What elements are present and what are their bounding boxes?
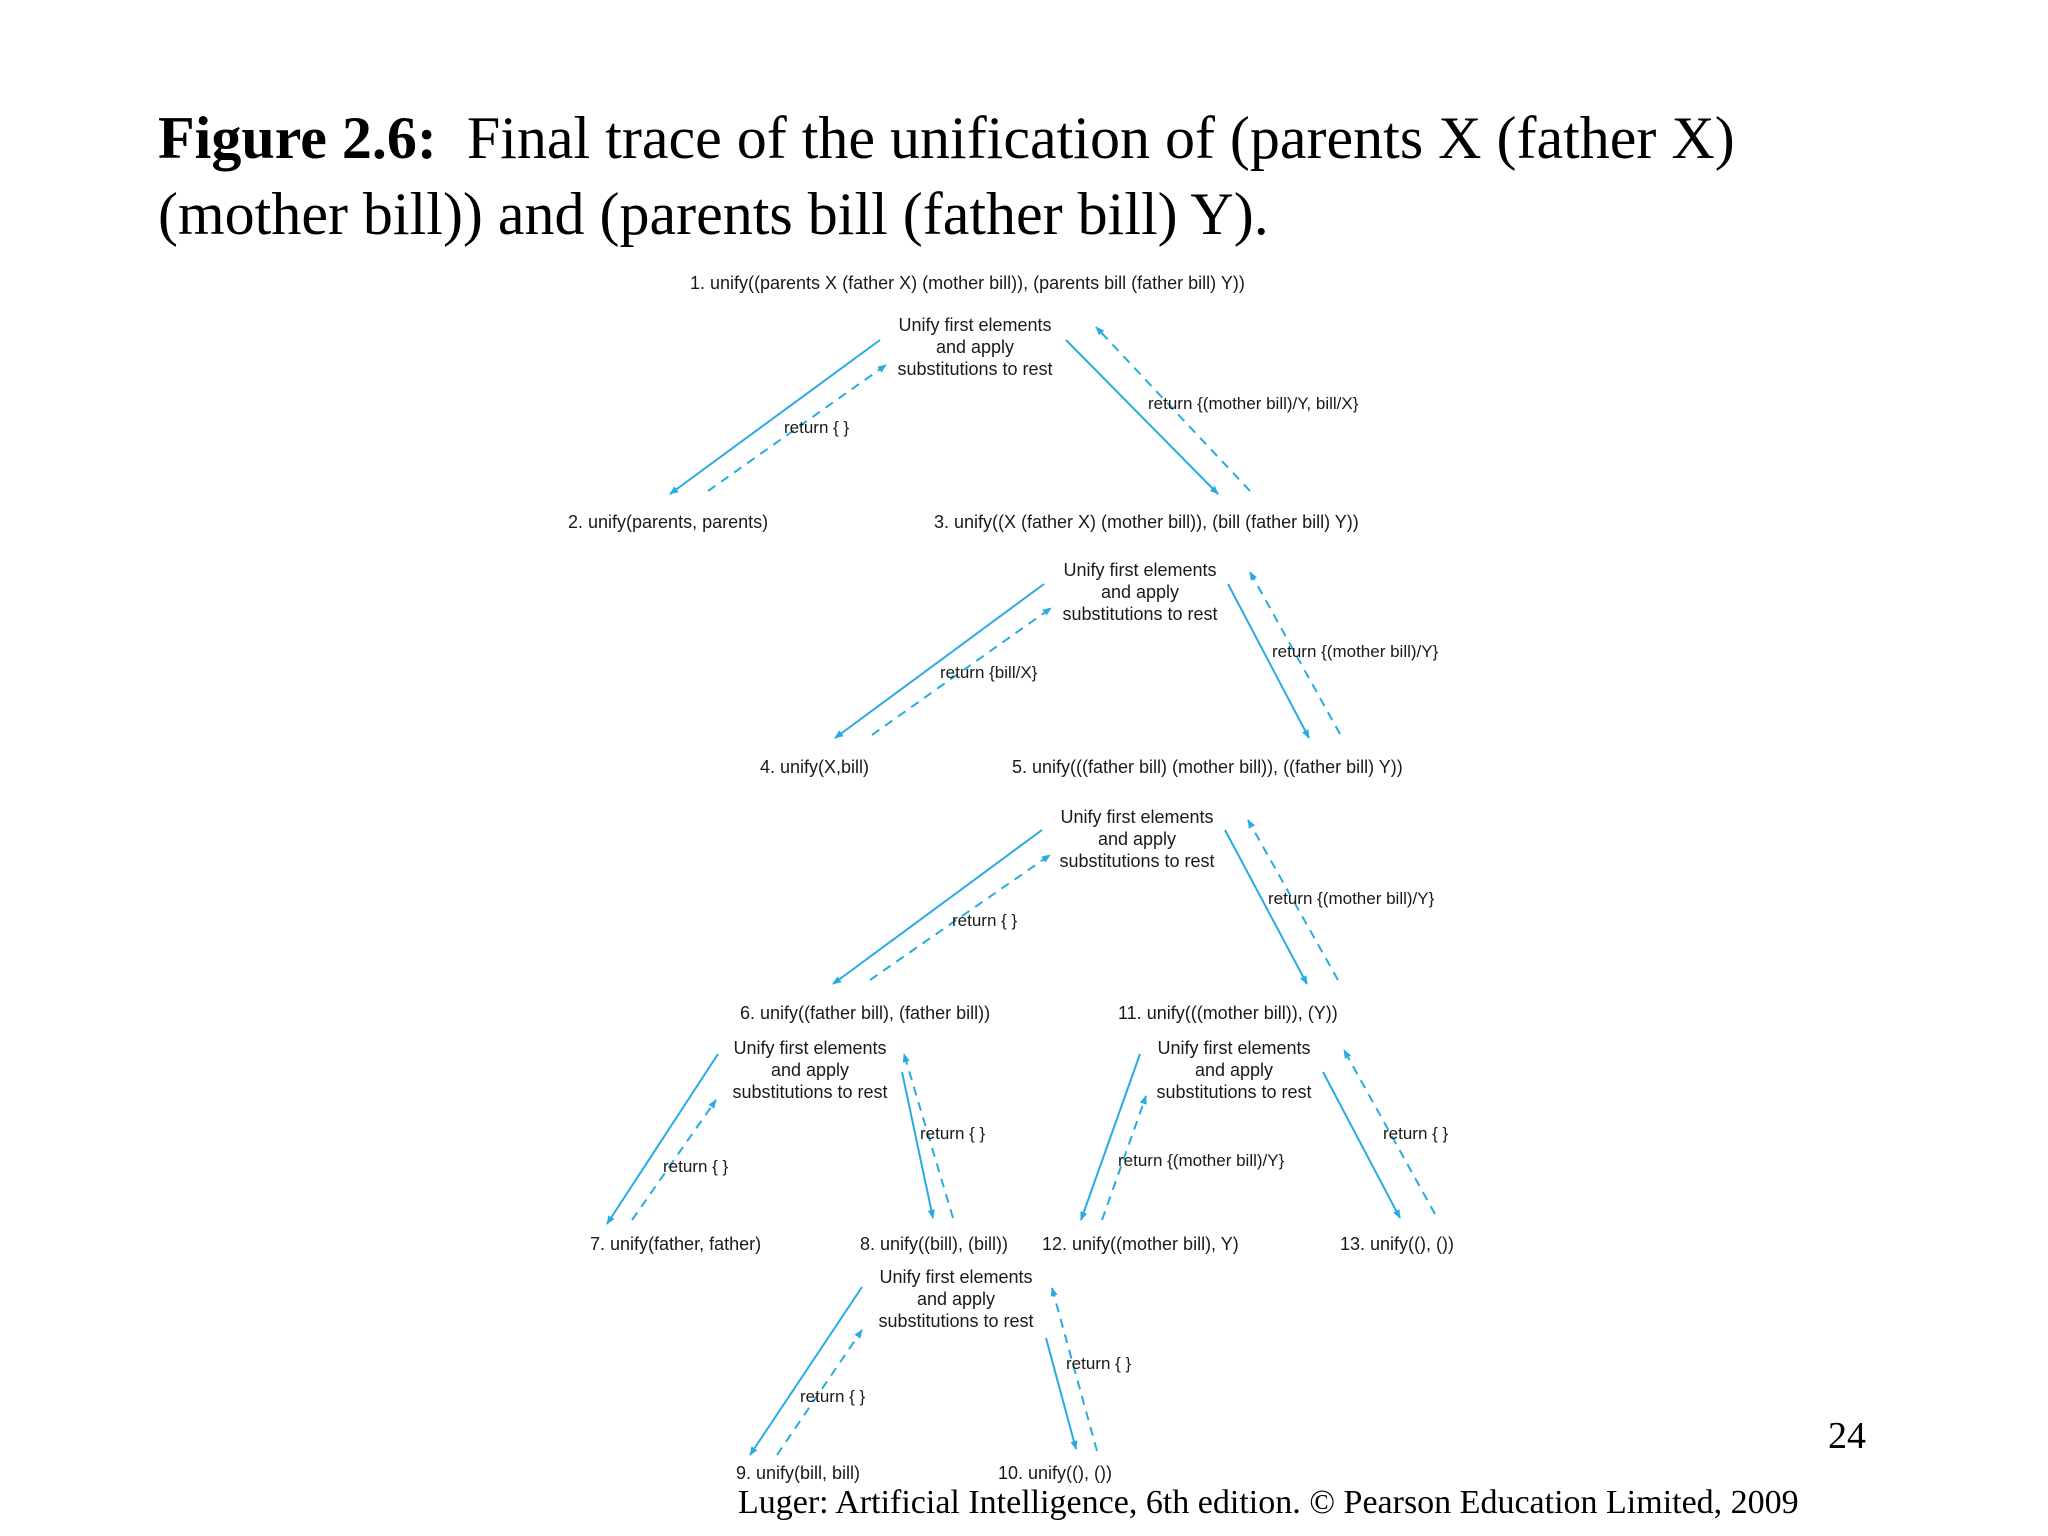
return-label-3: return {bill/X} — [940, 663, 1038, 682]
call-arrow-9 — [833, 830, 1042, 984]
node-n4: 4. unify(X,bill) — [760, 757, 870, 777]
call-arrow-3 — [1066, 340, 1218, 494]
credit-line: Luger: Artificial Intelligence, 6th edition. © Pearson Education Limited, 2009 — [738, 1484, 1799, 1521]
step-6-line-3: substitutions to rest — [878, 1311, 1034, 1331]
node-n2: 2. unify(parents, parents) — [568, 512, 769, 532]
node-n11: 11. unify(((mother bill)), (Y)) — [1118, 1003, 1338, 1023]
step-1-line-2: and apply — [935, 337, 1015, 357]
figure-caption: Final trace of the unification of (parents X (father X) (mother bill)) and (parents bill (father bill) Y). — [158, 105, 1735, 247]
step-2-line-2: and apply — [1100, 582, 1180, 602]
step-4-line-2: and apply — [770, 1060, 850, 1080]
step-5-line-3: substitutions to rest — [1156, 1082, 1312, 1102]
call-arrow-15 — [902, 1072, 933, 1218]
return-label-11: return { } — [1066, 1354, 1132, 1373]
node-n1: 1. unify((parents X (father X) (mother bill)), (parents bill (father bill) Y)) — [690, 273, 1245, 293]
return-label-6: return {(mother bill)/Y} — [1268, 889, 1435, 908]
step-5-line-2: and apply — [1194, 1060, 1274, 1080]
return-label-5: return { } — [952, 911, 1018, 930]
return-label-2: return {(mother bill)/Y, bill/X} — [1148, 394, 1359, 413]
step-6-line-1: Unify first elements — [879, 1267, 1033, 1287]
call-arrow-1 — [670, 340, 880, 494]
figure-label: Figure 2.6: — [158, 105, 437, 171]
call-arrow-21 — [750, 1287, 862, 1455]
node-n10: 10. unify((), ()) — [998, 1463, 1113, 1483]
return-label-4: return {(mother bill)/Y} — [1272, 642, 1439, 661]
step-5-line-1: Unify first elements — [1157, 1038, 1311, 1058]
step-1-line-1: Unify first elements — [898, 315, 1052, 335]
step-1-line-3: substitutions to rest — [897, 359, 1053, 379]
step-3-line-1: Unify first elements — [1060, 807, 1214, 827]
node-n8: 8. unify((bill), (bill)) — [860, 1234, 1009, 1254]
node-n6: 6. unify((father bill), (father bill)) — [740, 1003, 991, 1023]
return-label-7: return { } — [920, 1124, 986, 1143]
page-number: 24 — [1828, 1415, 1866, 1457]
call-arrow-5 — [835, 584, 1044, 738]
return-label-8: return { } — [663, 1157, 729, 1176]
node-n13: 13. unify((), ()) — [1340, 1234, 1455, 1254]
node-n7: 7. unify(father, father) — [590, 1234, 762, 1254]
call-arrow-13 — [607, 1054, 718, 1224]
return-label-12: return { } — [800, 1387, 866, 1406]
node-n12: 12. unify((mother bill), Y) — [1042, 1234, 1239, 1254]
return-label-1: return { } — [784, 418, 850, 437]
step-2-line-1: Unify first elements — [1063, 560, 1217, 580]
step-2-line-3: substitutions to rest — [1062, 604, 1218, 624]
step-4-line-3: substitutions to rest — [732, 1082, 888, 1102]
step-6-line-2: and apply — [916, 1289, 996, 1309]
step-4-line-1: Unify first elements — [733, 1038, 887, 1058]
node-n5: 5. unify(((father bill) (mother bill)), ((father bill) Y)) — [1012, 757, 1403, 777]
call-arrow-19 — [1323, 1072, 1400, 1218]
return-label-10: return { } — [1383, 1124, 1449, 1143]
step-3-line-3: substitutions to rest — [1059, 851, 1215, 871]
return-label-9: return {(mother bill)/Y} — [1118, 1151, 1285, 1170]
node-n3: 3. unify((X (father X) (mother bill)), (bill (father bill) Y)) — [934, 512, 1359, 532]
step-3-line-2: and apply — [1097, 829, 1177, 849]
node-n9: 9. unify(bill, bill) — [736, 1463, 861, 1483]
